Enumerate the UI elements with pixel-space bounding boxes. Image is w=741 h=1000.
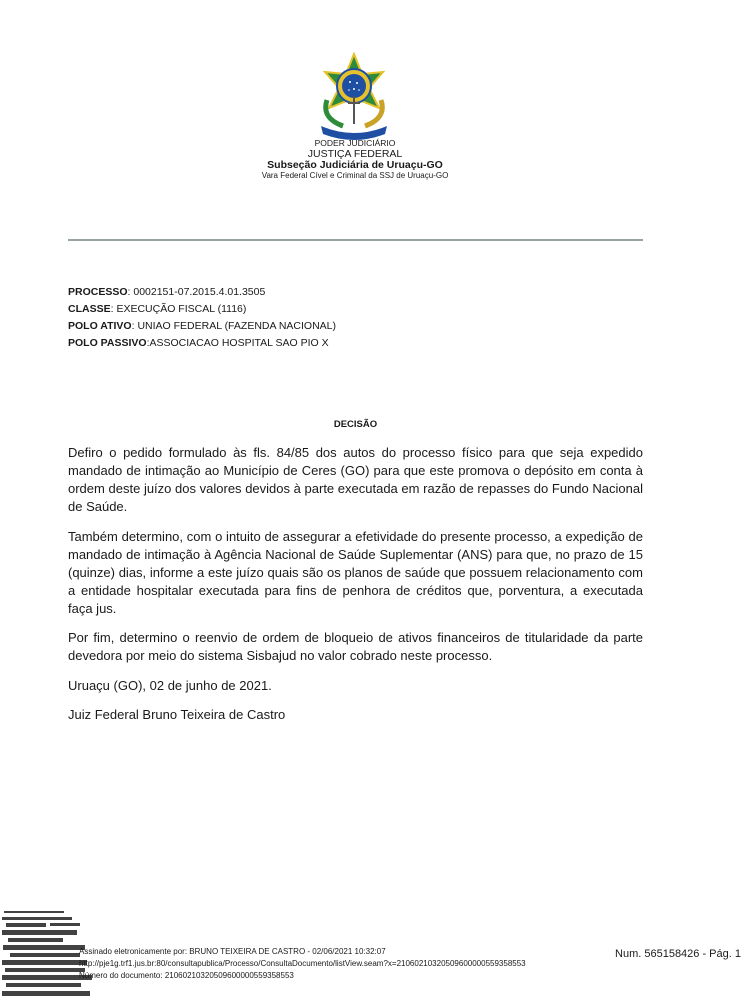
meta-process: PROCESSO: 0002151-07.2015.4.01.3505 — [68, 286, 266, 298]
paragraph: Também determino, com o intuito de assegurar a efetividade do presente processo, a expedição de mandado de intimação à Agência Nacional de Saúde Suplementar (ANS) para que, no prazo de 15 (quinze) dias, informe a este juízo quais são os planos de saúde que possuem relacionamento com a entidade hospitalar executada para fins de penhora de créditos que, porventura, a executada faça jus. — [68, 528, 643, 616]
paragraph: Defiro o pedido formulado às fls. 84/85 dos autos do processo físico para que seja expedido mandado de intimação ao Município de Ceres (GO) para que este promova o depósito em conta à ordem deste juízo dos valores devidos à parte executada em razão de repasses do Fundo Nacional de Saúde. — [68, 445, 643, 514]
paragraph: Por fim, determino o reenvio de ordem de bloqueio de ativos financeiros de titularidade da parte devedora por meio do sistema Sisbajud no valor cobrado neste processo. — [68, 630, 643, 663]
header-federal-justice: JUSTIÇA FEDERAL — [307, 147, 403, 160]
footer-signed-by: Assinado eletronicamente por: BRUNO TEIXEIRA DE CASTRO - 02/06/2021 10:32:07 — [79, 947, 386, 956]
court-header — [200, 139, 510, 181]
header-divider — [68, 239, 643, 241]
signature-footer — [79, 946, 526, 982]
page-number: Num. 565158426 - Pág. 1 — [615, 948, 741, 960]
footer-url: http://pje1g.trf1.jus.br:80/consultapublica/Processo/ConsultaDocumento/listView.seam?x=21060210320509600000559358553 — [79, 959, 526, 968]
meta-active-party: POLO ATIVO: UNIAO FEDERAL (FAZENDA NACIONAL) — [68, 320, 336, 332]
header-court: Vara Federal Cível e Criminal da SSJ de Uruaçu-GO — [261, 171, 449, 181]
judge-signature: Juiz Federal Bruno Teixeira de Castro — [68, 707, 286, 722]
process-metadata — [68, 284, 336, 352]
header-judiciary: PODER JUDICIÁRIO — [314, 138, 396, 148]
decision-body — [68, 444, 643, 736]
footer-document-number: Número do documento: 21060210320509600000559358553 — [79, 971, 294, 980]
header-subsection: Subseção Judiciária de Uruaçu-GO — [267, 159, 443, 172]
document-title: DECISÃO — [333, 419, 378, 430]
meta-passive-party: POLO PASSIVO:ASSOCIACAO HOSPITAL SAO PIO X — [68, 337, 329, 349]
meta-class: CLASSE: EXECUÇÃO FISCAL (1116) — [68, 303, 247, 315]
coat-of-arms-icon — [315, 52, 393, 140]
date-place: Uruaçu (GO), 02 de junho de 2021. — [68, 677, 272, 693]
